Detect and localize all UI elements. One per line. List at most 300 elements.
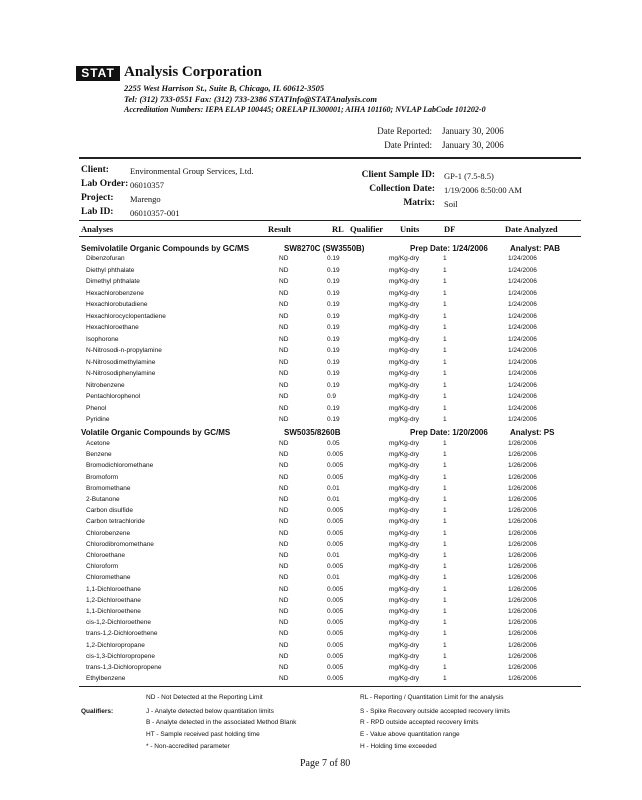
section-method-semivolatile: SW8270C (SW3550B) [284, 244, 365, 253]
result-value: ND [279, 462, 289, 470]
units-value: mg/Kg-dry [389, 664, 419, 671]
result-value: ND [279, 370, 289, 377]
matrix-label: Matrix: [403, 198, 435, 208]
reporting-limit: 0.19 [327, 255, 340, 262]
lab-order-value: 06010357 [130, 180, 164, 190]
reporting-limit: 0.005 [327, 473, 344, 481]
date-printed-value: January 30, 2006 [442, 140, 504, 150]
reporting-limit: 0.005 [327, 585, 344, 593]
units-value: mg/Kg-dry [389, 255, 419, 262]
analyte-name: trans-1,3-Dichloropropene [86, 664, 162, 671]
company-address: 2255 West Harrison St., Suite B, Chicago, IL 60612-3505 [124, 83, 325, 93]
analyte-name: Hexachlorobutadiene [86, 301, 148, 308]
date-reported-label: Date Reported: [377, 126, 432, 136]
result-value: ND [279, 652, 289, 660]
units-value: mg/Kg-dry [389, 312, 419, 320]
result-value: ND [279, 552, 289, 559]
table-row [0, 278, 642, 289]
date-analyzed-value: 1/24/2006 [508, 312, 537, 320]
reporting-limit: 0.19 [327, 416, 340, 423]
reporting-limit: 0.005 [327, 664, 344, 671]
table-row [0, 485, 642, 496]
analyte-name: Dibenzofuran [86, 255, 125, 262]
date-analyzed-value: 1/26/2006 [508, 675, 537, 683]
dilution-factor: 1 [443, 608, 447, 615]
client-label: Client: [81, 165, 109, 175]
qualifier-h: H - Holding time exceeded [360, 743, 437, 750]
qualifiers-label: Qualifiers: [81, 708, 114, 715]
table-row [0, 255, 642, 266]
units-value: mg/Kg-dry [389, 585, 419, 593]
result-value: ND [279, 619, 289, 627]
section-title-volatile: Volatile Organic Compounds by GC/MS [81, 428, 231, 437]
dilution-factor: 1 [443, 347, 447, 354]
table-row [0, 496, 642, 507]
table-row [0, 586, 642, 597]
table-row [0, 642, 642, 653]
dilution-factor: 1 [443, 255, 447, 262]
analyte-name: Bromomethane [86, 484, 131, 492]
reporting-limit: 0.005 [327, 518, 344, 526]
reporting-limit: 0.19 [327, 381, 340, 389]
units-value: mg/Kg-dry [389, 324, 419, 331]
units-value: mg/Kg-dry [389, 440, 419, 447]
dilution-factor: 1 [443, 462, 447, 470]
table-row [0, 507, 642, 518]
collection-date-value: 1/19/2006 8:50:00 AM [444, 185, 522, 195]
qualifier-rl: RL - Reporting / Quantitation Limit for the analysis [360, 694, 504, 701]
table-row [0, 347, 642, 358]
table-row [0, 301, 642, 312]
dilution-factor: 1 [443, 301, 447, 308]
analyte-name: Benzene [86, 451, 112, 459]
units-value: mg/Kg-dry [389, 381, 419, 389]
reporting-limit: 0.19 [327, 312, 340, 320]
date-analyzed-value: 1/26/2006 [508, 563, 537, 571]
reporting-limit: 0.19 [327, 358, 340, 366]
reporting-limit: 0.01 [327, 574, 340, 582]
client-value: Environmental Group Services, Ltd. [130, 166, 254, 176]
analyte-name: Nitrobenzene [86, 381, 125, 389]
result-value: ND [279, 451, 289, 459]
result-value: ND [279, 278, 289, 285]
col-df: DF [444, 224, 456, 234]
units-value: mg/Kg-dry [389, 630, 419, 638]
dilution-factor: 1 [443, 675, 447, 683]
result-value: ND [279, 312, 289, 320]
result-value: ND [279, 630, 289, 638]
dilution-factor: 1 [443, 404, 447, 412]
table-row [0, 608, 642, 619]
table-row [0, 451, 642, 462]
dilution-factor: 1 [443, 540, 447, 548]
result-value: ND [279, 440, 289, 447]
reporting-limit: 0.005 [327, 641, 344, 649]
result-value: ND [279, 664, 289, 671]
date-analyzed-value: 1/24/2006 [508, 324, 537, 331]
reporting-limit: 0.005 [327, 608, 344, 615]
dilution-factor: 1 [443, 266, 447, 274]
date-analyzed-value: 1/26/2006 [508, 585, 537, 593]
reporting-limit: 0.005 [327, 563, 344, 571]
analyte-name: Diethyl phthalate [86, 266, 135, 274]
dilution-factor: 1 [443, 370, 447, 377]
units-value: mg/Kg-dry [389, 529, 419, 537]
analyte-name: Hexachlorobenzene [86, 289, 144, 297]
analyte-name: Dimethyl phthalate [86, 278, 140, 285]
result-value: ND [279, 641, 289, 649]
reporting-limit: 0.005 [327, 675, 344, 683]
section-analyst-volatile: Analyst: PS [510, 428, 555, 437]
table-row [0, 359, 642, 370]
date-analyzed-value: 1/26/2006 [508, 462, 537, 470]
table-row [0, 405, 642, 416]
analyte-name: Hexachloroethane [86, 324, 139, 331]
date-analyzed-value: 1/24/2006 [508, 370, 537, 377]
units-value: mg/Kg-dry [389, 496, 419, 503]
result-value: ND [279, 324, 289, 331]
company-name: Analysis Corporation [124, 64, 262, 80]
col-analyses: Analyses [81, 224, 114, 234]
analyte-name: 1,1-Dichloroethene [86, 608, 141, 615]
units-value: mg/Kg-dry [389, 462, 419, 470]
analyte-name: Pentachlorophenol [86, 393, 141, 400]
reporting-limit: 0.19 [327, 370, 340, 377]
analyte-name: Ethylbenzene [86, 675, 126, 683]
result-value: ND [279, 540, 289, 548]
lab-id-label: Lab ID: [81, 207, 114, 217]
date-analyzed-value: 1/26/2006 [508, 641, 537, 649]
table-row [0, 675, 642, 686]
qualifier-b: B - Analyte detected in the associated Method Blank [146, 719, 297, 726]
footer-divider [79, 686, 581, 687]
date-analyzed-value: 1/24/2006 [508, 347, 537, 354]
dilution-factor: 1 [443, 563, 447, 571]
analyte-name: 1,1-Dichloroethane [86, 585, 141, 593]
reporting-limit: 0.005 [327, 462, 344, 470]
date-analyzed-value: 1/26/2006 [508, 496, 537, 503]
date-analyzed-value: 1/26/2006 [508, 540, 537, 548]
dilution-factor: 1 [443, 381, 447, 389]
units-value: mg/Kg-dry [389, 652, 419, 660]
units-value: mg/Kg-dry [389, 451, 419, 459]
dilution-factor: 1 [443, 484, 447, 492]
units-value: mg/Kg-dry [389, 563, 419, 571]
units-value: mg/Kg-dry [389, 370, 419, 377]
units-value: mg/Kg-dry [389, 675, 419, 683]
date-analyzed-value: 1/24/2006 [508, 393, 537, 400]
section-method-volatile: SW5035/8260B [284, 428, 341, 437]
reporting-limit: 0.01 [327, 484, 340, 492]
col-units: Units [400, 224, 420, 234]
table-row [0, 597, 642, 608]
reporting-limit: 0.01 [327, 496, 340, 503]
project-value: Marengo [130, 194, 161, 204]
analyte-name: Pyridine [86, 416, 110, 423]
analyte-name: Chlorobenzene [86, 529, 131, 537]
col-qualifier: Qualifier [350, 224, 384, 234]
dilution-factor: 1 [443, 289, 447, 297]
units-value: mg/Kg-dry [389, 507, 419, 515]
units-value: mg/Kg-dry [389, 358, 419, 366]
table-row [0, 324, 642, 335]
analyte-name: Acetone [86, 440, 110, 447]
date-analyzed-value: 1/26/2006 [508, 518, 537, 526]
analyte-name: Bromodichloromethane [86, 462, 154, 470]
units-value: mg/Kg-dry [389, 301, 419, 308]
section-prep-volatile: Prep Date: 1/20/2006 [410, 428, 488, 437]
date-reported-value: January 30, 2006 [442, 126, 504, 136]
reporting-limit: 0.01 [327, 552, 340, 559]
dilution-factor: 1 [443, 496, 447, 503]
analyte-name: cis-1,3-Dichloropropene [86, 652, 156, 660]
units-value: mg/Kg-dry [389, 552, 419, 559]
result-value: ND [279, 574, 289, 582]
units-value: mg/Kg-dry [389, 596, 419, 604]
result-value: ND [279, 484, 289, 492]
reporting-limit: 0.19 [327, 324, 340, 331]
analyte-name: N-Nitrosodiphenylamine [86, 370, 156, 377]
table-row [0, 440, 642, 451]
company-logo: STAT [76, 66, 120, 81]
date-analyzed-value: 1/24/2006 [508, 289, 537, 297]
dilution-factor: 1 [443, 529, 447, 537]
section-title-semivolatile: Semivolatile Organic Compounds by GC/MS [81, 244, 250, 253]
result-value: ND [279, 335, 289, 343]
reporting-limit: 0.005 [327, 451, 344, 459]
table-row [0, 336, 642, 347]
analyte-name: Hexachlorocyclopentadiene [86, 312, 166, 320]
reporting-limit: 0.05 [327, 440, 340, 447]
date-printed-label: Date Printed: [384, 140, 432, 150]
units-value: mg/Kg-dry [389, 393, 419, 400]
reporting-limit: 0.005 [327, 529, 344, 537]
analyte-name: N-Nitrosodimethylamine [86, 358, 156, 366]
reporting-limit: 0.005 [327, 596, 344, 604]
date-analyzed-value: 1/26/2006 [508, 451, 537, 459]
reporting-limit: 0.005 [327, 540, 344, 548]
date-analyzed-value: 1/26/2006 [508, 652, 537, 660]
result-value: ND [279, 255, 289, 262]
reporting-limit: 0.19 [327, 404, 340, 412]
analyte-name: 2-Butanone [86, 496, 120, 503]
analyte-name: Carbon tetrachloride [86, 518, 145, 526]
reporting-limit: 0.005 [327, 619, 344, 627]
date-analyzed-value: 1/26/2006 [508, 552, 537, 559]
dilution-factor: 1 [443, 312, 447, 320]
table-row [0, 530, 642, 541]
dilution-factor: 1 [443, 507, 447, 515]
dilution-factor: 1 [443, 451, 447, 459]
dilution-factor: 1 [443, 652, 447, 660]
result-value: ND [279, 563, 289, 571]
dilution-factor: 1 [443, 552, 447, 559]
client-sample-label: Client Sample ID: [361, 170, 435, 180]
project-label: Project: [81, 193, 114, 203]
lab-id-value: 06010357-001 [130, 208, 180, 218]
dilution-factor: 1 [443, 358, 447, 366]
units-value: mg/Kg-dry [389, 608, 419, 615]
reporting-limit: 0.9 [327, 393, 337, 400]
analyte-name: Carbon disulfide [86, 507, 133, 515]
date-analyzed-value: 1/26/2006 [508, 440, 537, 447]
table-row [0, 518, 642, 529]
units-value: mg/Kg-dry [389, 404, 419, 412]
table-row [0, 370, 642, 381]
col-rl: RL [332, 224, 344, 234]
units-value: mg/Kg-dry [389, 574, 419, 582]
dilution-factor: 1 [443, 619, 447, 627]
units-value: mg/Kg-dry [389, 518, 419, 526]
dilution-factor: 1 [443, 596, 447, 604]
client-sample-value: GP-1 (7.5-8.5) [444, 171, 494, 181]
result-value: ND [279, 289, 289, 297]
result-value: ND [279, 393, 289, 400]
qualifier-nd: ND - Not Detected at the Reporting Limit [146, 694, 263, 701]
date-analyzed-value: 1/24/2006 [508, 266, 537, 274]
qualifier-j: J - Analyte detected below quantitation limits [146, 708, 274, 715]
reporting-limit: 0.19 [327, 347, 340, 354]
dilution-factor: 1 [443, 518, 447, 526]
date-analyzed-value: 1/24/2006 [508, 301, 537, 308]
result-value: ND [279, 507, 289, 515]
analyte-name: cis-1,2-Dichloroethene [86, 619, 152, 627]
reporting-limit: 0.19 [327, 289, 340, 297]
analyte-name: Chloroform [86, 563, 119, 571]
analyte-name: Chloromethane [86, 574, 131, 582]
qualifier-s: S - Spike Recovery outside accepted recovery limits [360, 708, 510, 715]
result-value: ND [279, 301, 289, 308]
date-analyzed-value: 1/26/2006 [508, 473, 537, 481]
result-value: ND [279, 675, 289, 683]
units-value: mg/Kg-dry [389, 619, 419, 627]
reporting-limit: 0.005 [327, 630, 344, 638]
accreditation-line: Accreditation Numbers: IEPA ELAP 100445; ORELAP IL300001; AIHA 101160; NVLAP LabCode 101202-0 [124, 105, 486, 114]
date-analyzed-value: 1/24/2006 [508, 358, 537, 366]
dilution-factor: 1 [443, 324, 447, 331]
table-row [0, 267, 642, 278]
table-row [0, 630, 642, 641]
section-prep-semivolatile: Prep Date: 1/24/2006 [410, 244, 488, 253]
result-value: ND [279, 266, 289, 274]
dilution-factor: 1 [443, 278, 447, 285]
table-row [0, 313, 642, 324]
table-row [0, 653, 642, 664]
col-date-analyzed: Date Analyzed [505, 224, 558, 234]
date-analyzed-value: 1/26/2006 [508, 619, 537, 627]
result-value: ND [279, 473, 289, 481]
date-analyzed-value: 1/26/2006 [508, 630, 537, 638]
lab-order-label: Lab Order: [81, 179, 129, 189]
table-row [0, 541, 642, 552]
dilution-factor: 1 [443, 585, 447, 593]
result-value: ND [279, 496, 289, 503]
dilution-factor: 1 [443, 473, 447, 481]
date-analyzed-value: 1/24/2006 [508, 335, 537, 343]
date-analyzed-value: 1/26/2006 [508, 529, 537, 537]
table-row [0, 563, 642, 574]
date-analyzed-value: 1/26/2006 [508, 596, 537, 604]
units-value: mg/Kg-dry [389, 278, 419, 285]
table-row [0, 382, 642, 393]
result-value: ND [279, 596, 289, 604]
result-value: ND [279, 529, 289, 537]
qualifier-r: R - RPD outside accepted recovery limits [360, 719, 479, 726]
table-row [0, 664, 642, 675]
qualifier-ht: HT - Sample received past holding time [146, 731, 260, 738]
table-row [0, 290, 642, 301]
dilution-factor: 1 [443, 664, 447, 671]
date-analyzed-value: 1/26/2006 [508, 574, 537, 582]
table-row [0, 393, 642, 404]
date-analyzed-value: 1/24/2006 [508, 381, 537, 389]
analyte-name: Isophorone [86, 335, 119, 343]
date-analyzed-value: 1/26/2006 [508, 664, 537, 671]
company-contact: Tel: (312) 733-0551 Fax: (312) 733-2386 STATInfo@STATAnalysis.com [124, 94, 378, 104]
analyte-name: 1,2-Dichloropropane [86, 641, 145, 649]
units-value: mg/Kg-dry [389, 266, 419, 274]
table-row [0, 574, 642, 585]
reporting-limit: 0.19 [327, 278, 340, 285]
dilution-factor: 1 [443, 641, 447, 649]
analyte-name: N-Nitrosodi-n-propylamine [86, 347, 162, 354]
analyte-name: Phenol [86, 404, 107, 412]
collection-date-label: Collection Date: [369, 184, 435, 194]
info-divider [79, 220, 581, 221]
date-analyzed-value: 1/24/2006 [508, 416, 537, 423]
units-value: mg/Kg-dry [389, 641, 419, 649]
date-analyzed-value: 1/26/2006 [508, 484, 537, 492]
reporting-limit: 0.19 [327, 335, 340, 343]
reporting-limit: 0.005 [327, 652, 344, 660]
analyte-name: Chloroethane [86, 552, 126, 559]
reporting-limit: 0.19 [327, 301, 340, 308]
matrix-value: Soil [444, 199, 458, 209]
table-row [0, 462, 642, 473]
analyte-name: trans-1,2-Dichloroethene [86, 630, 158, 638]
units-value: mg/Kg-dry [389, 347, 419, 354]
analyte-name: 1,2-Dichloroethane [86, 596, 141, 604]
analyte-name: Chlorodibromomethane [86, 540, 154, 548]
dilution-factor: 1 [443, 574, 447, 582]
result-value: ND [279, 518, 289, 526]
date-analyzed-value: 1/26/2006 [508, 608, 537, 615]
date-analyzed-value: 1/24/2006 [508, 278, 537, 285]
reporting-limit: 0.19 [327, 266, 340, 274]
date-analyzed-value: 1/24/2006 [508, 404, 537, 412]
section-analyst-semivolatile: Analyst: PAB [510, 244, 561, 253]
col-result: Result [268, 224, 292, 234]
units-value: mg/Kg-dry [389, 416, 419, 423]
result-value: ND [279, 381, 289, 389]
qualifier-star: * - Non-accredited parameter [146, 743, 230, 750]
result-value: ND [279, 358, 289, 366]
table-row [0, 474, 642, 485]
qualifier-e: E - Value above quantitation range [360, 731, 460, 738]
reporting-limit: 0.005 [327, 507, 344, 515]
result-value: ND [279, 416, 289, 423]
dilution-factor: 1 [443, 630, 447, 638]
dilution-factor: 1 [443, 393, 447, 400]
result-value: ND [279, 404, 289, 412]
result-value: ND [279, 585, 289, 593]
dilution-factor: 1 [443, 335, 447, 343]
date-analyzed-value: 1/24/2006 [508, 255, 537, 262]
units-value: mg/Kg-dry [389, 473, 419, 481]
units-value: mg/Kg-dry [389, 289, 419, 297]
analyte-name: Bromoform [86, 473, 119, 481]
table-row [0, 416, 642, 427]
